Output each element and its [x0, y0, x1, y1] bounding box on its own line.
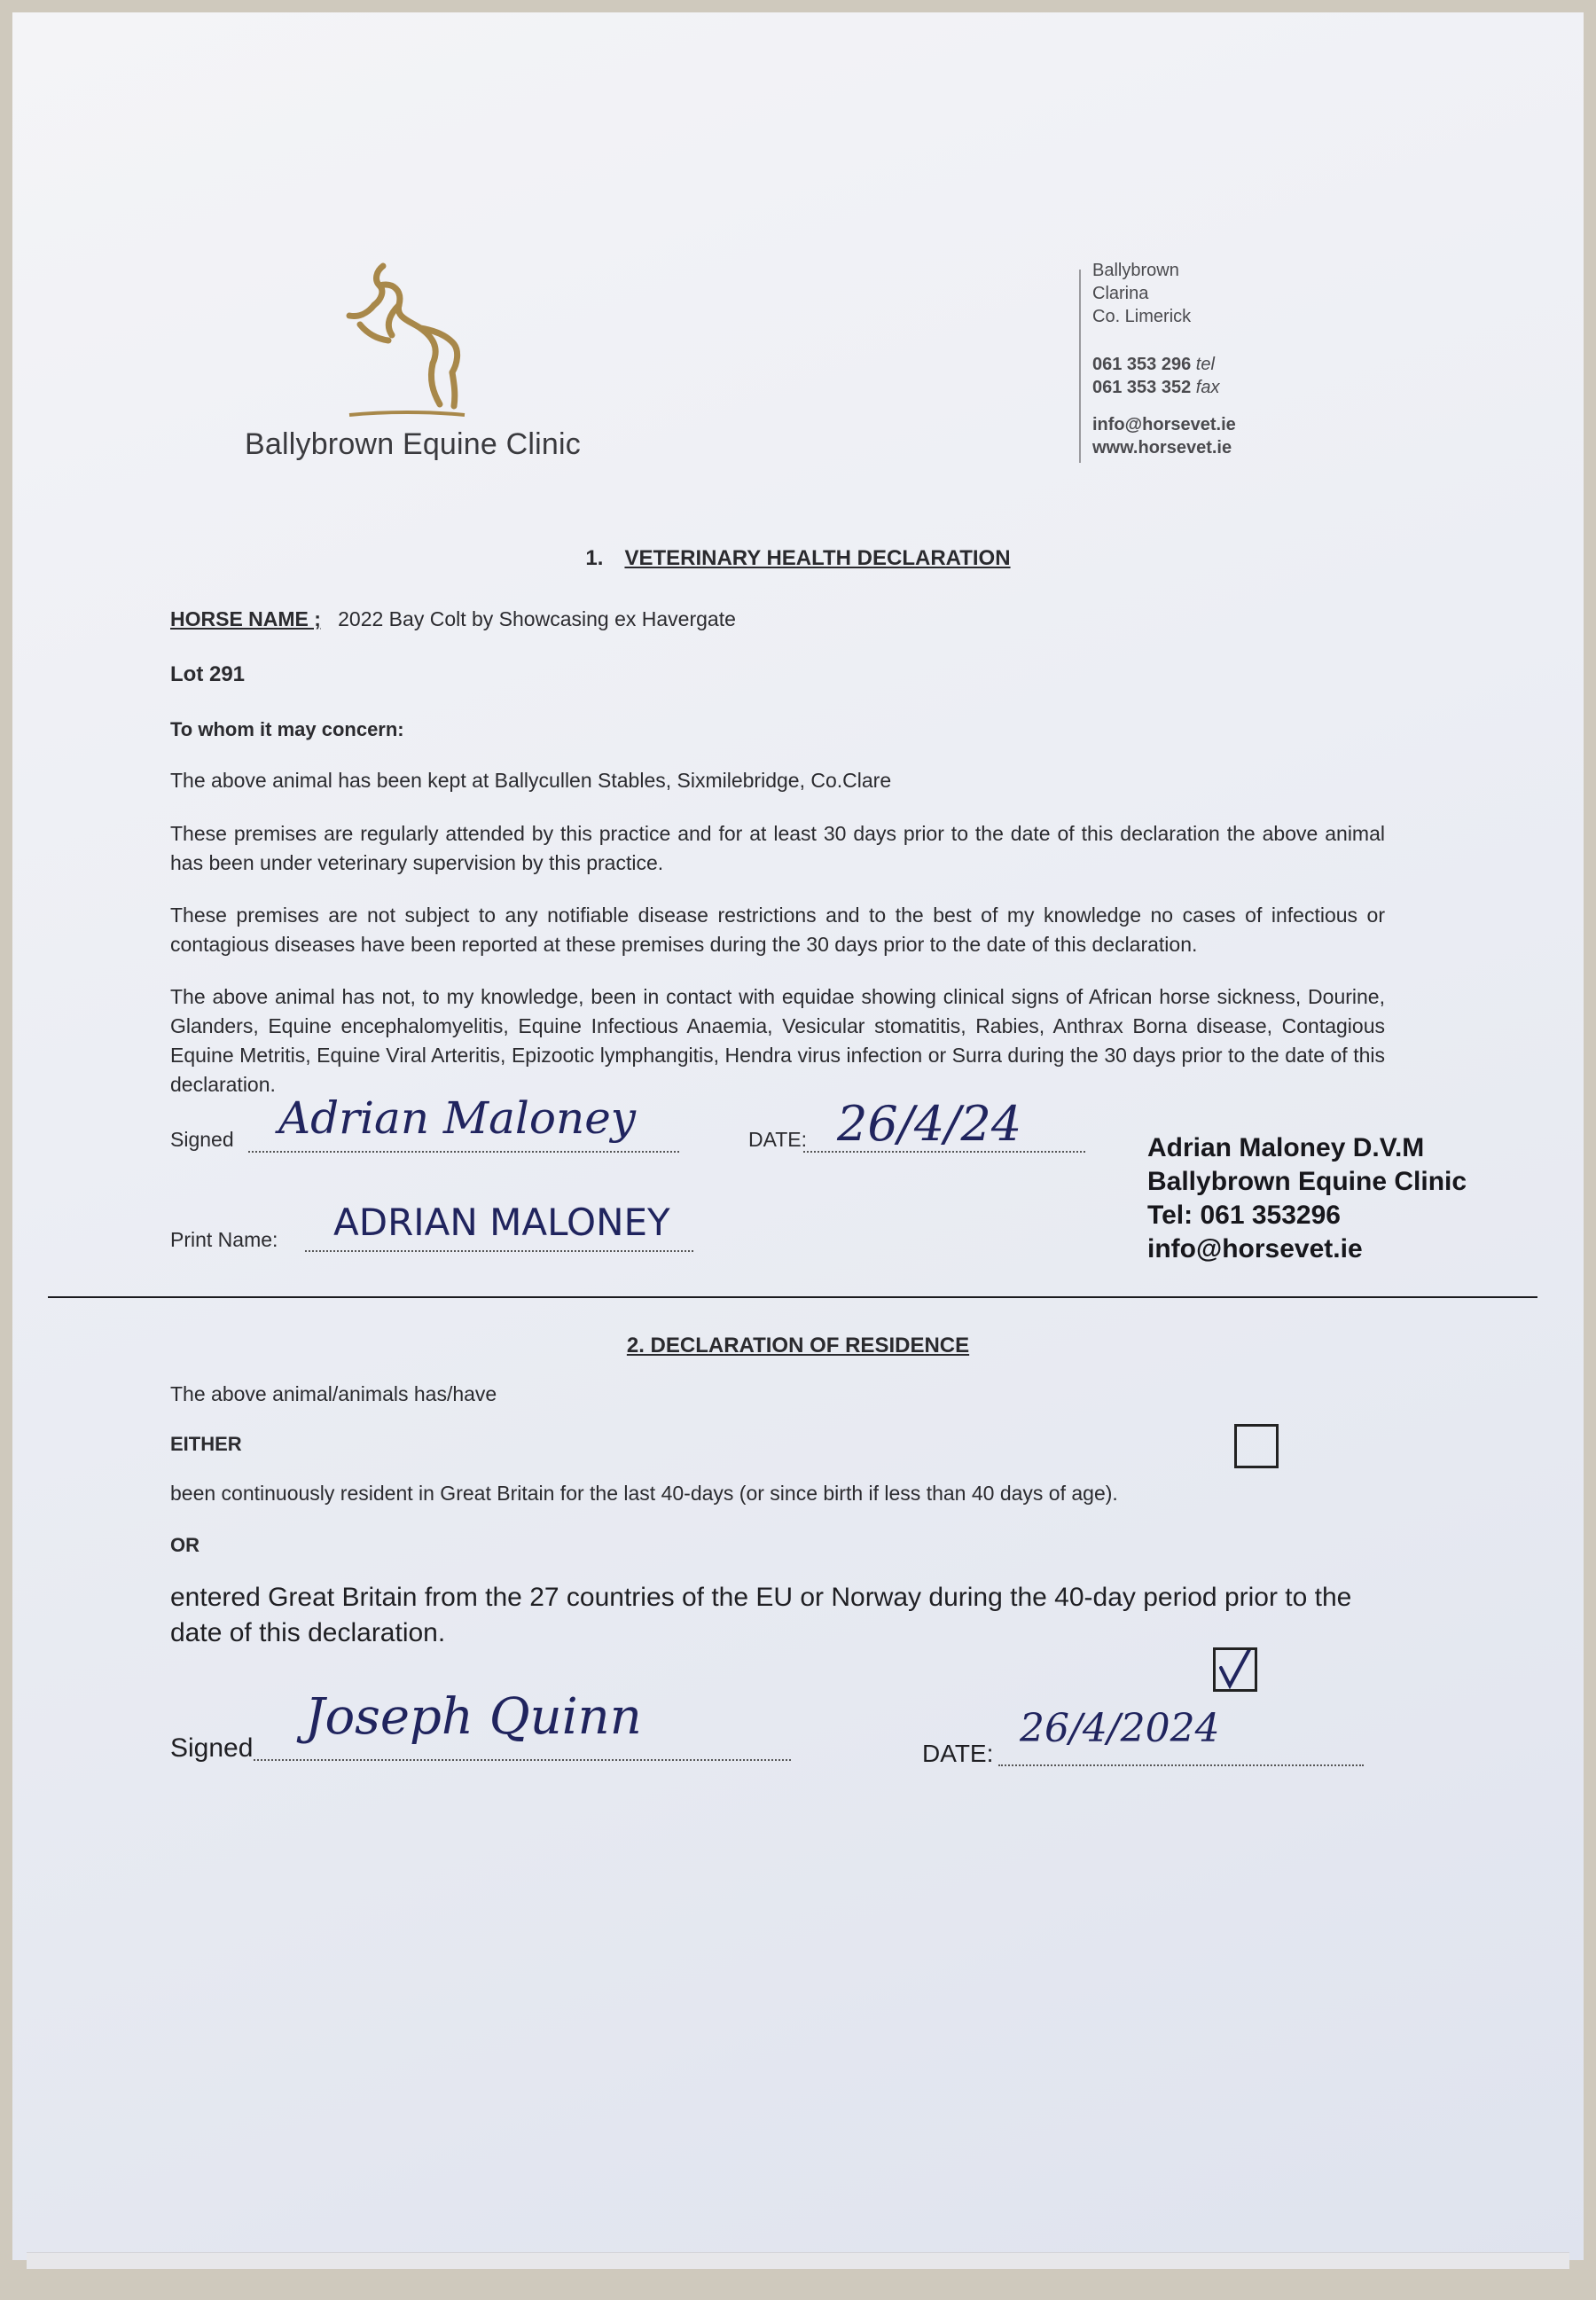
- date-line-2: [998, 1764, 1364, 1766]
- stamp-line: Adrian Maloney D.V.M: [1147, 1133, 1425, 1162]
- stamp-line: Tel: 061 353296: [1147, 1201, 1341, 1230]
- vet-stamp: [1147, 1131, 1467, 1266]
- stamp-line: Ballybrown Equine Clinic: [1147, 1167, 1467, 1196]
- horse-name-label: HORSE NAME ;: [170, 607, 321, 630]
- clinic-address: [1092, 259, 1191, 328]
- horse-name-value: 2022 Bay Colt by Showcasing ex Havergate: [338, 607, 736, 630]
- date-label-2: DATE:: [922, 1740, 994, 1767]
- clinic-name: Ballybrown Equine Clinic: [245, 427, 581, 461]
- fax-suffix: fax: [1195, 378, 1220, 397]
- tel-suffix: tel: [1195, 355, 1215, 374]
- checkmark-icon: [1216, 1650, 1255, 1689]
- clinic-email: info@horsevet.ie: [1092, 415, 1236, 434]
- print-name-line: [305, 1250, 693, 1252]
- vet-signature: Adrian Maloney: [278, 1092, 637, 1144]
- section1-number: 1.: [585, 546, 604, 570]
- signature-line-2: [254, 1759, 791, 1761]
- option1-text: been continuously resident in Great Britain for the last 40-days (or since birth if less than 40 days of age).: [170, 1482, 1118, 1505]
- salutation: To whom it may concern:: [170, 718, 404, 740]
- paragraph: The above animal has been kept at Ballycullen Stables, Sixmilebridge, Co.Clare: [170, 769, 892, 792]
- option2-text: entered Great Britain from the 27 countries of the EU or Norway during the 40-day period prior to the date of this declaration.: [170, 1583, 1352, 1647]
- stamp-line: info@horsevet.ie: [1147, 1234, 1363, 1263]
- address-line: Co. Limerick: [1092, 307, 1192, 326]
- print-name-label: Print Name:: [170, 1228, 278, 1251]
- option2-checkbox[interactable]: [1213, 1647, 1257, 1692]
- section1-heading: [12, 546, 1584, 571]
- print-name-handwritten: ADRIAN MALONEY: [333, 1201, 670, 1244]
- address-line: Ballybrown: [1092, 261, 1179, 280]
- section1-title: VETERINARY HEALTH DECLARATION: [624, 546, 1011, 570]
- signed-label: Signed: [170, 1128, 234, 1151]
- section2-title: 2. DECLARATION OF RESIDENCE: [626, 1334, 970, 1357]
- date-handwritten: 26/4/24: [837, 1096, 1022, 1152]
- clinic-phones: [1092, 353, 1219, 399]
- section-divider: [48, 1296, 1537, 1298]
- tel-number: 061 353 296: [1092, 355, 1192, 374]
- clinic-contact: [1092, 413, 1236, 459]
- owner-signature: Joseph Quinn: [305, 1688, 642, 1746]
- horse-name-line: [170, 605, 1385, 634]
- or-label: OR: [170, 1534, 200, 1556]
- signed-label-2: Signed: [170, 1733, 254, 1763]
- clinic-website: www.horsevet.ie: [1092, 438, 1232, 458]
- paragraph: The above animal has not, to my knowledge, been in contact with equidae showing clinical signs of African horse sickness, Dourine, Glanders, Equine encephalomyelitis, Equine Infectious Anaemia, Vesicular stomatitis, Rabies, Anthrax Borna disease, Contagious Equine Metritis, Equine Viral Arteritis, Epizootic lymphangitis, Hendra virus infection or Surra during the 30 days prior to the date of this declaration.: [170, 985, 1385, 1096]
- fax-number: 061 353 352: [1092, 378, 1192, 397]
- option1-checkbox[interactable]: [1234, 1424, 1279, 1468]
- date-handwritten-2: 26/4/2024: [1020, 1706, 1220, 1751]
- signature-line: [248, 1151, 679, 1153]
- residence-intro: The above animal/animals has/have: [170, 1382, 497, 1405]
- header-divider: [1079, 270, 1081, 463]
- paragraph: These premises are not subject to any notifiable disease restrictions and to the best of my knowledge no cases of infectious or contagious diseases have been reported at these premises during the 30 days prior to the date of this declaration.: [170, 904, 1385, 956]
- date-label: DATE:: [748, 1128, 808, 1151]
- address-line: Clarina: [1092, 284, 1149, 303]
- underlying-sheet-edge: [27, 2252, 1569, 2269]
- rearing-horse-logo-icon: [340, 259, 473, 419]
- lot-number: Lot 291: [170, 662, 246, 686]
- paragraph: These premises are regularly attended by this practice and for at least 30 days prior to the date of this declaration the above animal has been under veterinary supervision by this practice.: [170, 822, 1385, 874]
- either-label: EITHER: [170, 1433, 242, 1455]
- declaration-sheet: [12, 12, 1584, 2260]
